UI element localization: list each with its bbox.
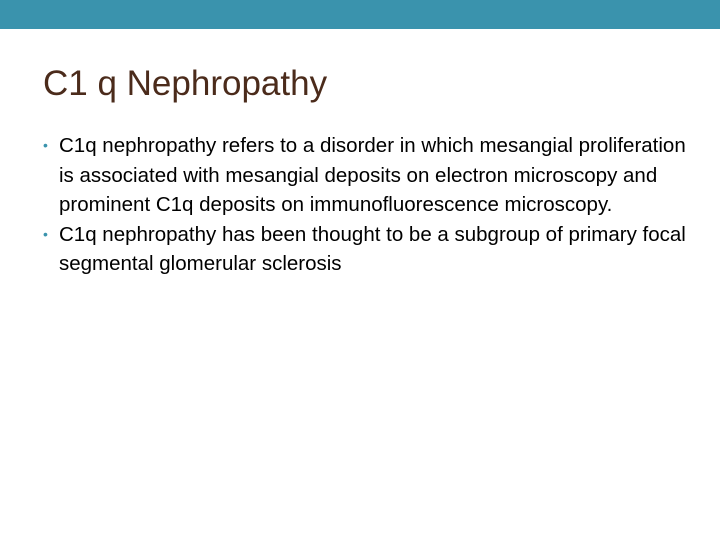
slide-title: C1 q Nephropathy [43,64,328,103]
header-bar [0,0,720,29]
bullet-item [43,131,703,220]
bullet-text: C1q nephropathy has been thought to be a subgroup of primary focal segmental glomerular sclerosis [59,222,686,275]
bullet-marker: • [43,137,48,153]
bullet-item [43,220,703,279]
bullet-list [43,131,703,279]
bullet-text: C1q nephropathy refers to a disorder in which mesangial proliferation is associated with mesangial deposits on electron microscopy and prominent C1q deposits on immunofluorescence microscopy. [59,134,686,216]
bullet-marker: • [43,225,48,242]
